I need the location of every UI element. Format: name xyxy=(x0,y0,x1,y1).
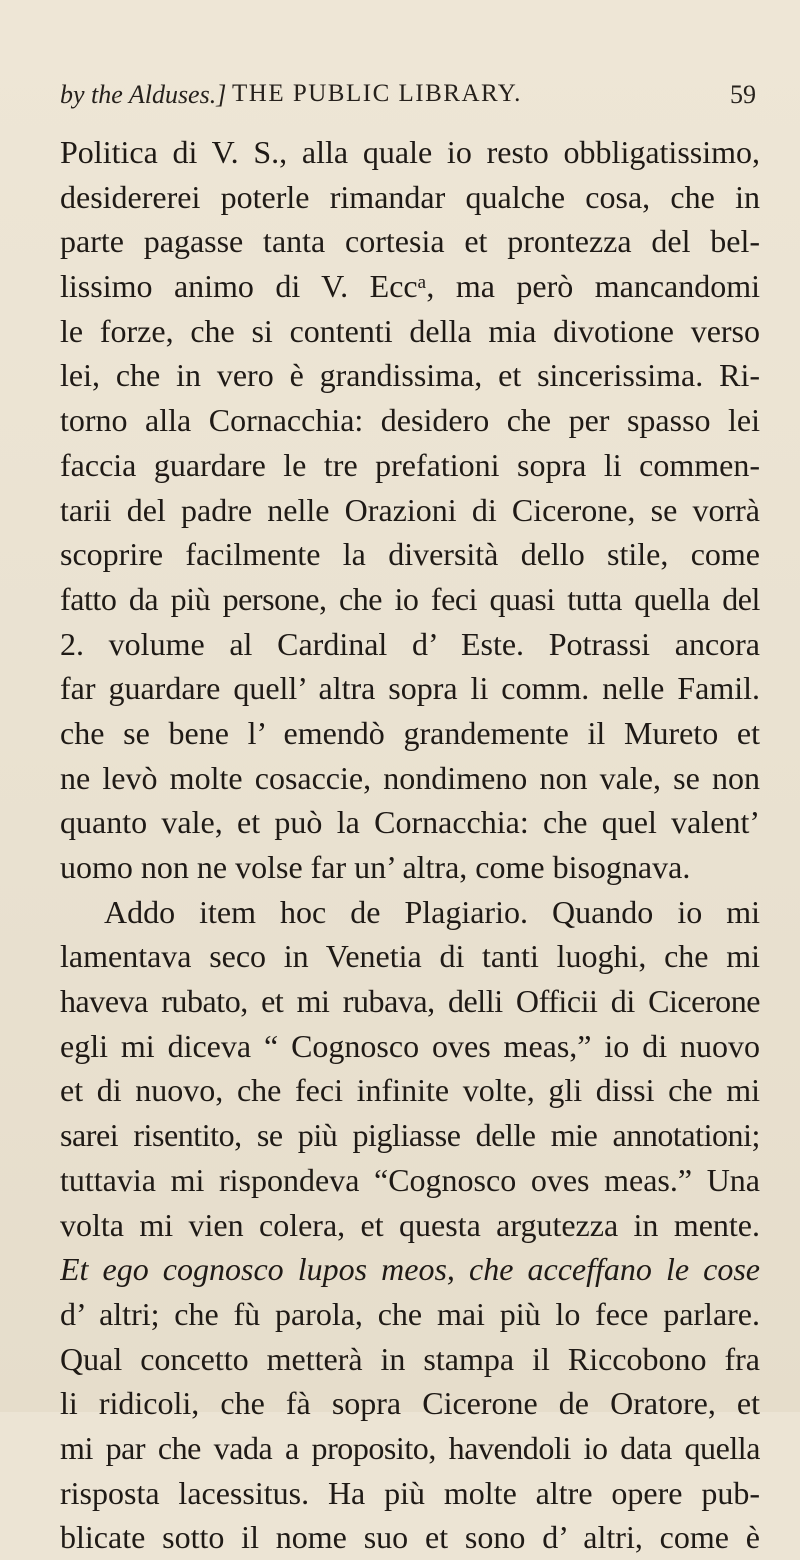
text-line: d’ altri; che fù parola, che mai più lo fece parlare. xyxy=(60,1295,760,1332)
text-line: torno alla Cornacchia: desidero che per spasso lei xyxy=(60,402,760,439)
body-text xyxy=(60,130,760,1560)
running-head xyxy=(60,80,760,114)
page-number: 59 xyxy=(730,80,756,109)
text-line: ne levò molte cosaccie, nondimeno non vale, se non xyxy=(60,759,760,796)
text-line: faccia guardare le tre prefationi sopra li commen- xyxy=(60,446,760,483)
text-line: che se bene l’ emendò grandemente il Mureto et xyxy=(60,714,760,751)
text-line: uomo non ne volse far un’ altra, come bisognava. xyxy=(60,849,691,885)
text-line: Politica di V. S., alla quale io resto obbligatissimo, xyxy=(60,134,760,170)
text-line: lissimo animo di V. Eccᵃ, ma però mancandomi xyxy=(60,268,760,305)
text-line: et di nuovo, che feci infinite volte, gli dissi che mi xyxy=(60,1072,760,1109)
text-line: fatto da più persone, che io feci quasi tutta quella del xyxy=(60,580,760,617)
text-line: sarei risentito, se più pigliasse delle mie annotationi; xyxy=(60,1117,760,1154)
text-line: Et ego cognosco lupos meos, che acceffano le cose xyxy=(60,1251,760,1288)
text-line: lamentava seco in Venetia di tanti luoghi, che mi xyxy=(60,938,760,975)
text-line: le forze, che si contenti della mia divotione verso xyxy=(60,312,760,349)
text-line: lei, che in vero è grandissima, et sincerissima. Ri- xyxy=(60,357,760,394)
text-line: parte pagasse tanta cortesia et prontezza del bel- xyxy=(60,223,760,260)
text-line: egli mi diceva “ Cognosco oves meas,” io di nuovo xyxy=(60,1027,760,1064)
text-line: desidererei poterle rimandar qualche cosa, che in xyxy=(60,178,760,215)
text-line: 2. volume al Cardinal d’ Este. Potrassi ancora xyxy=(60,625,760,662)
text-line: tuttavia mi rispondeva “Cognosco oves meas.” Una xyxy=(60,1161,760,1198)
text-line: volta mi vien colera, et questa argutezza in mente. xyxy=(60,1206,760,1243)
text-line: scoprire facilmente la diversità dello stile, come xyxy=(60,536,760,573)
running-head-title: THE PUBLIC LIBRARY. xyxy=(232,80,522,107)
text-line: haveva rubato, et mi rubava, delli Officii di Cicerone xyxy=(60,983,760,1020)
text-line: far guardare quell’ altra sopra li comm. nelle Famil. xyxy=(60,670,760,707)
text-line: quanto vale, et può la Cornacchia: che quel valent’ xyxy=(60,804,760,841)
text-line: Qual concetto metterà in stampa il Riccobono fra xyxy=(60,1340,760,1377)
text-line: li ridicoli, che fà sopra Cicerone de Oratore, et xyxy=(60,1385,760,1422)
text-line: tarii del padre nelle Orazioni di Cicerone, se vorrà xyxy=(60,491,760,528)
text-line: Addo item hoc de Plagiario. Quando io mi xyxy=(104,893,760,930)
text-line: blicate sotto il nome suo et sono d’ altri, come è xyxy=(60,1519,760,1556)
text-line: risposta lacessitus. Ha più molte altre opere pub- xyxy=(60,1474,760,1511)
text-line: mi par che vada a proposito, havendoli io data quella xyxy=(60,1429,760,1466)
running-head-left: by the Alduses.] xyxy=(60,80,227,109)
